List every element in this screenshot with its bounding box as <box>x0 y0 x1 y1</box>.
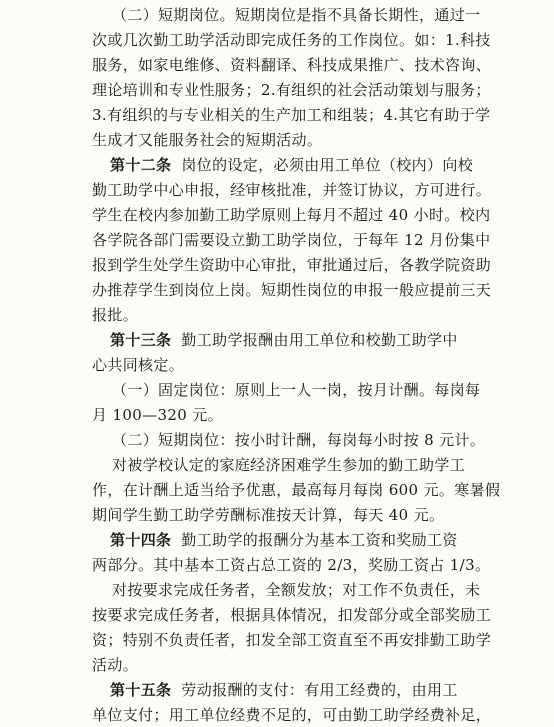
text-line <box>0 529 554 552</box>
line-text: 3.有组织的与专业相关的生产加工和组装；4.其它有助于学 <box>92 106 491 124</box>
text-line <box>0 579 554 602</box>
text-line <box>0 129 554 152</box>
text-line <box>0 254 554 277</box>
text-line <box>0 204 554 227</box>
line-text: 各学院各部门需要设立勤工助学岗位，于每年 12 月份集中 <box>92 231 491 249</box>
line-text: 勤工助学报酬由用工单位和校勤工助学中 <box>181 331 458 349</box>
line-text: 勤工助学中心申报，经审核批准，并签订协议，方可进行。 <box>92 181 492 199</box>
text-line <box>0 554 554 577</box>
text-line <box>0 54 554 77</box>
text-line <box>0 354 554 377</box>
line-text: 心共同核定。 <box>92 356 185 374</box>
line-text: 对按要求完成任务者，全额发放；对工作不负责任，未 <box>112 581 481 599</box>
text-line <box>0 454 554 477</box>
line-text: （一）固定岗位：原则上一人一岗，按月计酬。每岗每 <box>112 381 481 399</box>
text-line <box>0 104 554 127</box>
line-text: （二）短期岗位：按小时计酬，每岗每小时按 8 元计。 <box>112 431 486 449</box>
line-text: 生成才又能服务社会的短期活动。 <box>92 131 323 149</box>
text-line <box>0 404 554 427</box>
line-text: 按要求完成任务者，根据具体情况，扣发部分或全部奖励工 <box>92 606 492 624</box>
text-line <box>0 379 554 402</box>
text-line <box>0 604 554 627</box>
text-line <box>0 629 554 652</box>
line-text: 期间学生勤工助学劳酬标准按天计算，每天 40 元。 <box>92 506 445 524</box>
text-line <box>0 329 554 352</box>
text-line <box>0 504 554 527</box>
line-text: 服务，如家电维修、资料翻译、科技成果推广、技术咨询、 <box>92 56 492 74</box>
line-text: （二）短期岗位。短期岗位是指不具备长期性，通过一 <box>112 6 481 24</box>
line-text: 月 100—320 元。 <box>92 406 223 424</box>
text-line <box>0 279 554 302</box>
line-text: 两部分。其中基本工资占总工资的 2/3，奖励工资占 1/3。 <box>92 556 491 574</box>
line-text: 理论培训和专业性服务；2.有组织的社会活动策划与服务； <box>92 81 491 99</box>
line-text: 作，在计酬上适当给予优惠，最高每月每岗 600 元。寒暑假 <box>92 481 501 499</box>
line-text: 单位支付；用工单位经费不足的，可由勤工助学经费补足， <box>92 706 492 724</box>
line-text: 岗位的设定，必须由用工单位（校内）向校 <box>181 156 474 174</box>
article-number: 第十四条 <box>110 531 172 549</box>
text-line <box>0 154 554 177</box>
line-text: 报批。 <box>92 306 139 324</box>
text-line <box>0 29 554 52</box>
text-line <box>0 704 554 727</box>
text-line <box>0 679 554 702</box>
text-line <box>0 179 554 202</box>
text-line <box>0 429 554 452</box>
line-text: 劳动报酬的支付：有用工经费的，由用工 <box>181 681 458 699</box>
line-text: 对被学校认定的家庭经济困难学生参加的勤工助学工 <box>112 456 466 474</box>
text-line <box>0 79 554 102</box>
text-line <box>0 304 554 327</box>
line-text: 勤工助学的报酬分为基本工资和奖励工资 <box>181 531 458 549</box>
text-line <box>0 229 554 252</box>
text-line <box>0 654 554 677</box>
line-text: 学生在校内参加勤工助学原则上每月不超过 40 小时。校内 <box>92 206 491 224</box>
line-text: 资；特别不负责任者，扣发全部工资直至不再安排勤工助学 <box>92 631 492 649</box>
article-number: 第十二条 <box>110 156 172 174</box>
line-text: 报到学生处学生资助中心审批，审批通过后，各教学院资助 <box>92 256 492 274</box>
line-text: 次或几次勤工助学活动即完成任务的工作岗位。如：1.科技 <box>92 31 491 49</box>
text-line <box>0 4 554 27</box>
article-number: 第十五条 <box>110 681 172 699</box>
text-line <box>0 479 554 502</box>
line-text: 办推荐学生到岗位上岗。短期性岗位的申报一般应提前三天 <box>92 281 492 299</box>
line-text: 活动。 <box>92 656 139 674</box>
article-number: 第十三条 <box>110 331 172 349</box>
